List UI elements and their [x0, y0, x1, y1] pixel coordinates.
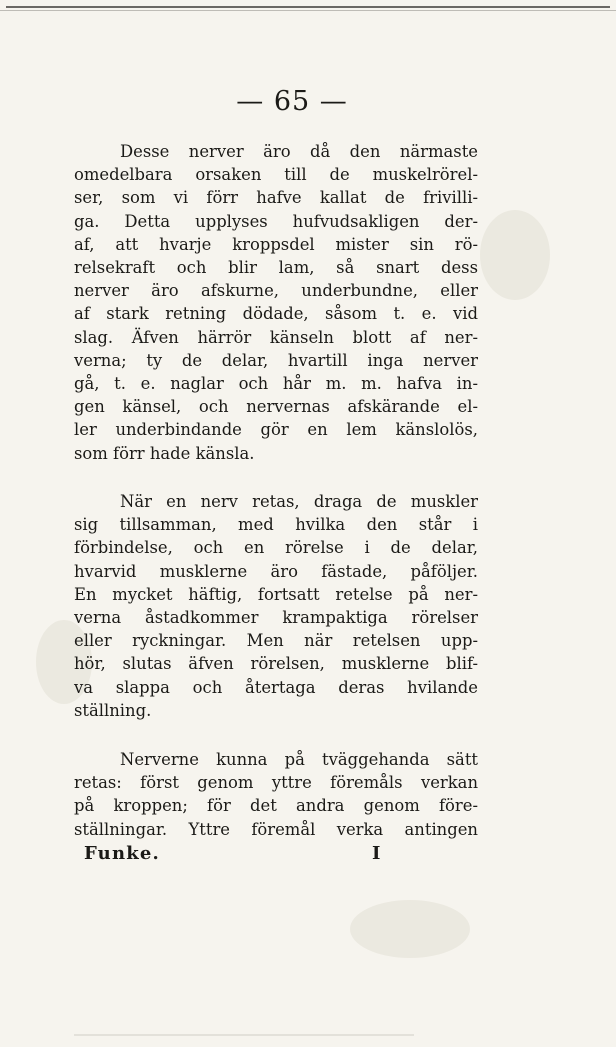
text-line: retas: först genom yttre föremåls verkan — [74, 773, 478, 793]
text-line: eller ryckningar. Men när retelsen upp- — [74, 631, 478, 651]
paragraph-3 — [74, 748, 478, 841]
paper-stain — [350, 900, 470, 958]
text-line: ställningar. Yttre föremål verka antingen — [74, 819, 478, 839]
text-line: slag. Äfven härrör känseln blott af ner- — [74, 327, 478, 347]
text-line: gen känsel, och nervernas afskärande el- — [74, 397, 478, 417]
text-line: af stark retning dödade, såsom t. e. vid — [74, 304, 478, 324]
text-line: gå, t. e. naglar och hår m. m. hafva in- — [74, 374, 478, 394]
text-line: verna; ty de delar, hvartill inga nerver — [74, 350, 478, 370]
text-line: nerver äro afskurne, underbundne, eller — [74, 281, 478, 301]
catchword-signature: Funke. — [84, 843, 161, 864]
text-line: hör, slutas äfven rörelsen, musklerne blif- — [74, 654, 478, 674]
paragraph-1 — [74, 140, 478, 465]
top-border-line — [6, 6, 610, 8]
text-line: på kroppen; för det andra genom före- — [74, 796, 478, 816]
text-line: relsekraft och blir lam, så snart dess — [74, 258, 478, 278]
text-line: Nerverne kunna på tväggehanda sätt — [120, 750, 478, 769]
text-line: När en nerv retas, draga de muskler — [120, 492, 478, 511]
text-line: ställning. — [74, 700, 152, 720]
text-line: af, att hvarje kroppsdel mister sin rö- — [74, 234, 478, 254]
text-line: En mycket häftig, fortsatt retelse på ner- — [74, 584, 478, 604]
text-line: hvarvid musklerne äro fästade, påföljer. — [74, 561, 478, 581]
gathering-mark: I — [372, 843, 382, 864]
paper-stain — [480, 210, 550, 300]
page-number: — 65 — — [236, 86, 348, 117]
text-line: ga. Detta upplyses hufvudsakligen der- — [74, 211, 478, 231]
text-line: va slappa och återtaga deras hvilande — [74, 677, 478, 697]
top-border-shadow — [0, 10, 616, 11]
text-line: Desse nerver äro då den närmaste — [120, 142, 478, 161]
text-line: verna åstadkommer krampaktiga rörelser — [74, 608, 478, 628]
text-line: som förr hade känsla. — [74, 443, 255, 463]
paragraph-2 — [74, 490, 478, 722]
text-line: förbindelse, och en rörelse i de delar, — [74, 538, 478, 558]
text-line: ser, som vi förr hafve kallat de frivilli- — [74, 188, 478, 208]
text-line: sig tillsamman, med hvilka den står i — [74, 515, 478, 535]
text-line: ler underbindande gör en lem känslolös, — [74, 420, 478, 440]
text-line: omedelbara orsaken till de muskelrörel- — [74, 165, 478, 185]
show-through-text — [74, 1034, 414, 1036]
